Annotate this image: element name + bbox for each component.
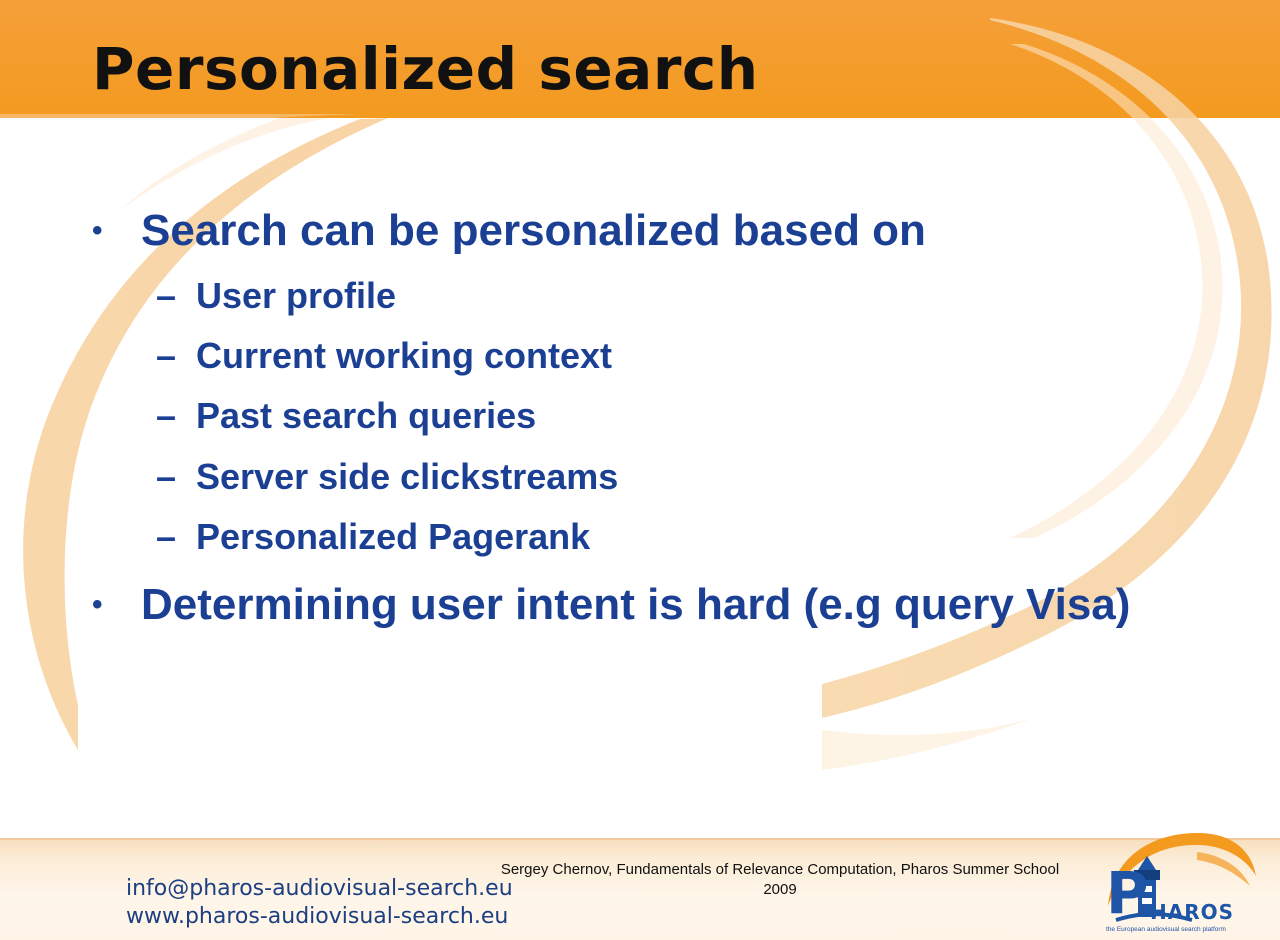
bullet-item: [92, 576, 1172, 634]
sub-item: [156, 455, 618, 499]
sub-item-marker: –: [156, 335, 177, 376]
sub-item: [156, 334, 612, 378]
sub-item-text: Past search queries: [196, 395, 537, 436]
sub-item-text: User profile: [196, 275, 397, 316]
sub-item-text: Current working context: [196, 335, 613, 376]
bullet-marker: •: [92, 588, 103, 621]
sub-item-marker: –: [156, 516, 177, 557]
sub-item-text: Server side clickstreams: [196, 456, 619, 497]
pharos-lighthouse-logo: [1094, 828, 1258, 938]
sub-item-marker: –: [156, 456, 177, 497]
contact-website[interactable]: www.pharos-audiovisual-search.eu: [126, 904, 509, 929]
bullet-text: Determining user intent is hard (e.g query Visa): [141, 580, 1131, 629]
logo-initial: P: [1106, 859, 1149, 927]
sub-item-marker: –: [156, 275, 177, 316]
bullet-item: [92, 202, 1172, 260]
sub-item: [156, 394, 536, 438]
slide-footer: [0, 838, 1280, 940]
bullet-marker: •: [92, 214, 103, 247]
logo-tagline: the European audiovisual search platform: [1106, 926, 1226, 933]
contact-email[interactable]: info@pharos-audiovisual-search.eu: [126, 876, 513, 901]
slide-title: Personalized search: [92, 35, 759, 103]
sub-item: [156, 515, 590, 559]
footer-credit: Sergey Chernov, Fundamentals of Relevance Computation, Pharos Summer School 2009: [500, 861, 1060, 898]
logo-wordmark: HAROS: [1150, 900, 1235, 924]
bullet-text: Search can be personalized based on: [141, 206, 926, 255]
sub-item-marker: –: [156, 395, 177, 436]
sub-item: [156, 274, 396, 318]
sub-item-text: Personalized Pagerank: [196, 516, 591, 557]
